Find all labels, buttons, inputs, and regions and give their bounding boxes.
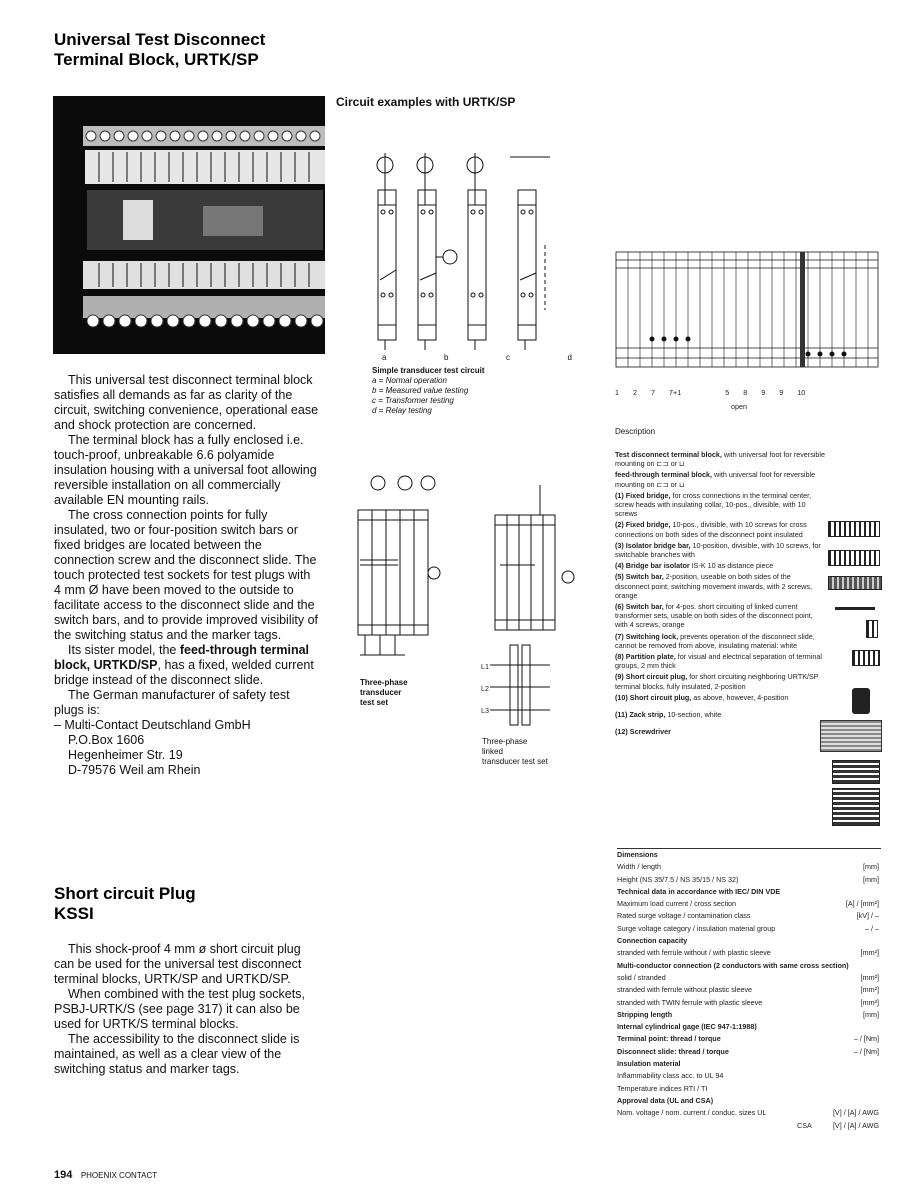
simple-caption-block xyxy=(372,366,552,416)
description-item-bold: Test disconnect terminal block, xyxy=(615,450,722,459)
brand-name: PHOENIX CONTACT xyxy=(80,1171,158,1180)
product-photo xyxy=(53,96,325,354)
description-heading: Description xyxy=(615,427,656,436)
description-item-text: 10-pos., divisible, with 10 screws for cross connections on both sides of the disconnect point insulated xyxy=(615,520,807,539)
phase-label-l1: L1 xyxy=(481,662,489,671)
spec-row xyxy=(617,1095,879,1107)
three-phase-line-1: Three-phase xyxy=(360,678,408,687)
linked-line-1: Three-phase xyxy=(482,737,528,746)
description-item-text: for 4-pos. short circuiting of linked current transformer sets, usable on both sides of the disconnect point, with 4 screws, orange xyxy=(615,602,813,630)
address-line-3: Hegenheimer Str. 19 xyxy=(68,748,183,762)
strip-bottom-numbers xyxy=(615,388,855,397)
spec-unit: [A] / [mm²] xyxy=(845,899,879,909)
bridge-bar-isolator-icon xyxy=(835,607,875,610)
label-a: a xyxy=(382,353,387,362)
three-phase-caption xyxy=(360,678,408,708)
description-item-bold: (11) Zack strip, xyxy=(615,710,666,720)
description-item-text: 10-section, white xyxy=(667,710,722,720)
kssi-title xyxy=(54,884,354,924)
spec-row xyxy=(617,1120,879,1132)
spec-unit: [mm] xyxy=(863,1009,879,1019)
description-item-text: for short circuiting neighboring URTK/SP terminal blocks, fully insulated, 2-position xyxy=(615,672,819,691)
spec-label: Surge voltage category / insulation material group xyxy=(617,923,776,933)
description-item-bold: (2) Fixed bridge, xyxy=(615,520,671,530)
spec-unit: [kV] / – xyxy=(856,911,879,921)
fixed-bridge-2-icon xyxy=(828,550,880,566)
description-item xyxy=(615,572,825,600)
description-item-bold: (3) Isolator bridge bar, xyxy=(615,540,691,550)
description-item xyxy=(615,520,825,538)
spec-unit: [mm²] xyxy=(860,972,879,982)
description-item xyxy=(615,491,825,519)
spec-row xyxy=(617,997,879,1009)
sister-pre: Its sister model, the xyxy=(68,643,180,657)
switch-bar-4-icon xyxy=(852,650,880,666)
linked-line-2: linked xyxy=(482,747,503,756)
description-item-text: 2-position, useable on both sides of the disconnect point, switching movement inwards, with 2 screws, orange xyxy=(615,572,812,600)
fixed-bridge-icon xyxy=(828,521,880,537)
paragraph-1: This universal test disconnect terminal block satisfies all demands as far as clarity of the circuit, switching convenience, operational ease and shock protection are concerned. xyxy=(54,373,319,432)
simple-circuit-diagram xyxy=(350,145,570,355)
legend-d: d = Relay testing xyxy=(372,406,432,415)
strip-num-5: 5 xyxy=(725,388,730,397)
spec-unit: [V] / [A] / AWG xyxy=(832,1120,879,1130)
description-item-bold: (6) Switch bar, xyxy=(615,602,664,612)
spec-row xyxy=(617,1009,879,1021)
description-item-bold: (10) Short circuit plug, xyxy=(615,692,692,702)
terminal-block-photo-icon xyxy=(53,96,325,354)
spec-label: Temperature indices RTI / TI xyxy=(617,1083,708,1093)
strip-num-8: 9 xyxy=(779,388,784,397)
spec-label: Inflammability class acc. to UL 94 xyxy=(617,1071,724,1081)
short-circuit-plug-2-icon xyxy=(832,760,880,784)
spec-row xyxy=(617,910,879,922)
spec-label: Connection capacity xyxy=(617,936,688,946)
description-item-bold: (8) Partition plate, xyxy=(615,652,676,662)
spec-row xyxy=(617,972,879,984)
strip-num-3: 7 xyxy=(651,388,655,397)
spec-label: Maximum load current / cross section xyxy=(617,899,737,909)
isolator-bridge-icon xyxy=(828,576,882,590)
legend-a: a = Normal operation xyxy=(372,376,447,385)
short-circuit-plug-4-icon xyxy=(832,788,880,826)
description-item-text: with universal foot for reversible mounting on ⊏⊐ or ⊔ xyxy=(615,470,816,489)
kssi-title-line-1: Short circuit Plug xyxy=(54,884,196,903)
description-item xyxy=(615,450,825,468)
sister-bold: feed-through terminal block, URTKD/SP xyxy=(54,643,310,672)
spec-row xyxy=(617,923,879,935)
strip-num-9: 10 xyxy=(797,388,806,397)
description-item xyxy=(615,710,825,719)
description-item-text: for cross connections in the terminal center, screw heads with insulating collar, 10-pos., divisible, with 10 screws xyxy=(615,490,812,519)
label-b: b xyxy=(444,353,449,362)
description-item-text: 10-position, divisible, with 10 screws, for switchable branches with xyxy=(615,540,821,560)
spec-row xyxy=(617,849,879,861)
sister-post: , has a fixed, welded current bridge instead of the disconnect slide. xyxy=(54,658,314,687)
spec-label: stranded with TWIN ferrule with plastic sleeve xyxy=(617,997,763,1007)
kssi-text xyxy=(54,942,320,1077)
page-number: 194 xyxy=(54,1169,73,1181)
spec-row xyxy=(617,1021,879,1033)
description-item-text: as above, however, 4-position xyxy=(693,692,789,702)
address-line-4: D-79576 Weil am Rhein xyxy=(68,763,201,777)
description-item-text: with universal foot for reversible mounting on ⊏⊐ or ⊔ xyxy=(615,450,825,469)
description-item xyxy=(615,632,825,650)
spec-unit: [mm] xyxy=(863,874,879,884)
spec-label: stranded with ferrule without / with plastic sleeve xyxy=(617,948,771,958)
spec-label: Technical data in accordance with IEC/ DIN VDE xyxy=(617,886,781,896)
three-phase-line-2: transducer xyxy=(360,688,402,697)
description-item xyxy=(615,470,825,488)
spec-row xyxy=(617,898,879,910)
label-c: c xyxy=(506,353,510,362)
spec-row xyxy=(617,935,879,947)
main-text xyxy=(54,373,320,778)
description-item-text: prevents operation of the disconnect slide, cannot be removed from above, insulating material: white xyxy=(615,631,815,650)
phase-label-l3: L3 xyxy=(481,706,489,715)
spec-label: Internal cylindrical gage (IEC 947-1:1988) xyxy=(617,1022,757,1032)
partition-plate-icon xyxy=(820,720,882,752)
kssi-title-line-2: KSSI xyxy=(54,904,94,923)
spec-row xyxy=(617,1033,879,1045)
strip-num-7: 9 xyxy=(761,388,766,397)
spec-row xyxy=(617,1058,879,1070)
spec-label: Height (NS 35/7.5 / NS 35/15 / NS 32) xyxy=(617,874,739,884)
kssi-paragraph-3: The accessibility to the disconnect slide is maintained, as well as a clear view of the switching status and marker tags. xyxy=(54,1032,300,1076)
spec-row xyxy=(617,984,879,996)
strip-open-label: open xyxy=(731,402,747,411)
paragraph-3: The cross connection points for fully insulated, two or four-position switch bars or fixed bridges are located between the connection screw and the disconnect slide. The touch protected test sockets for test plugs with 4 mm Ø have been moved to the outside to facilitate access to the disconnect slide and the switch bars, and to provide improved visibility of the switching status and the marker tags. xyxy=(54,508,319,642)
spec-label: Width / length xyxy=(617,862,661,872)
spec-label: Nom. voltage / nom. current / conduc. sizes UL xyxy=(617,1108,767,1118)
spec-row xyxy=(617,861,879,873)
phase-label-l2: L2 xyxy=(481,684,489,693)
description-item xyxy=(615,652,825,670)
description-item-bold: (7) Switching lock, xyxy=(615,631,679,641)
spec-unit: [mm²] xyxy=(860,985,879,995)
description-item-bold: (12) Screwdriver xyxy=(615,727,671,737)
address-line-2: P.O.Box 1606 xyxy=(68,733,145,747)
paragraph-sister xyxy=(54,643,320,688)
simple-caption: Simple transducer test circuit xyxy=(372,366,485,375)
spec-unit: [mm] xyxy=(863,862,879,872)
legend-c: c = Transformer testing xyxy=(372,396,454,405)
spec-label: Stripping length xyxy=(617,1009,673,1019)
strip-num-6: 8 xyxy=(743,388,748,397)
footer xyxy=(54,1165,157,1183)
description-item-text: IS-K 10 as distance piece xyxy=(691,561,774,571)
description-item xyxy=(615,727,825,736)
description-item-bold: feed-through terminal block, xyxy=(615,470,713,480)
title-line-1: Universal Test Disconnect xyxy=(54,30,266,49)
spec-label: stranded with ferrule without plastic sleeve xyxy=(617,985,753,995)
description-item xyxy=(615,541,825,559)
spec-label: solid / stranded xyxy=(617,972,666,982)
spec-row xyxy=(617,960,879,972)
address-line-1: – Multi-Contact Deutschland GmbH xyxy=(54,718,251,732)
spec-row xyxy=(617,886,879,898)
spec-label: Approval data (UL and CSA) xyxy=(617,1095,714,1105)
specs-table xyxy=(617,848,881,1132)
spec-row xyxy=(617,874,879,886)
spec-unit: [V] / [A] / AWG xyxy=(832,1108,879,1118)
kssi-paragraph-2: When combined with the test plug sockets, PSBJ-URTK/S (see page 317) it can also be used for URTK/S terminal blocks. xyxy=(54,987,305,1031)
description-item xyxy=(615,602,825,630)
spec-label: CSA xyxy=(797,1120,812,1130)
strip-num-4: 7+1 xyxy=(669,388,682,397)
three-phase-line-3: test set xyxy=(360,698,389,707)
spec-row xyxy=(617,947,879,959)
description-item-text: for visual and electrical separation of terminal groups, 2 mm thick xyxy=(615,652,822,671)
spec-label: Terminal point: thread / torque xyxy=(617,1034,721,1044)
paragraph-2: The terminal block has a fully enclosed i.e. touch-proof, unbreakable 6.6 polyamide insulation housing with a universal foot allowing reversible installation on all commercially available EN mounting rails. xyxy=(54,433,317,507)
spec-unit: – / [Nm] xyxy=(853,1034,879,1044)
description-item-bold: (1) Fixed bridge, xyxy=(615,490,671,500)
strip-num-2: 2 xyxy=(633,388,637,397)
spec-row xyxy=(617,1107,879,1119)
spec-row xyxy=(617,1083,879,1095)
linked-line-3: transducer test set xyxy=(482,757,548,766)
spec-unit: [mm²] xyxy=(860,997,879,1007)
title-line-2: Terminal Block, URTK/SP xyxy=(54,50,259,69)
spec-unit: [mm²] xyxy=(860,948,879,958)
switching-lock-icon xyxy=(852,688,870,714)
description-list xyxy=(615,450,825,738)
spec-label: Multi-conductor connection (2 conductors with same cross section) xyxy=(617,960,849,970)
circuit-labels xyxy=(382,353,572,363)
spec-label: Rated surge voltage / contamination class xyxy=(617,911,751,921)
linked-caption xyxy=(482,737,548,767)
page-title xyxy=(54,30,354,70)
description-item-bold: (9) Short circuit plug, xyxy=(615,672,688,682)
kssi-paragraph-1: This shock-proof 4 mm ø short circuit plug can be used for the universal test disconnect terminal blocks, URTK/SP and URTKD/SP. xyxy=(54,942,302,986)
switch-bar-icon xyxy=(866,620,878,638)
description-item xyxy=(615,693,825,702)
terminal-strip-diagram xyxy=(612,248,882,388)
description-item xyxy=(615,672,825,690)
spec-unit: – / – xyxy=(865,923,879,933)
spec-label: Disconnect slide: thread / torque xyxy=(617,1046,729,1056)
spec-row xyxy=(617,1070,879,1082)
description-item-bold: (4) Bridge bar isolator xyxy=(615,561,690,571)
description-item xyxy=(615,561,825,570)
strip-num-1: 1 xyxy=(615,388,619,397)
spec-label: Insulation material xyxy=(617,1059,681,1069)
spec-row xyxy=(617,1046,879,1058)
label-d: d xyxy=(567,353,572,362)
circuit-heading: Circuit examples with URTK/SP xyxy=(336,95,516,109)
spec-label: Dimensions xyxy=(617,850,658,859)
legend-b: b = Measured value testing xyxy=(372,386,469,395)
description-item-bold: (5) Switch bar, xyxy=(615,572,664,582)
spec-unit: – / [Nm] xyxy=(853,1046,879,1056)
manufacturer-intro: The German manufacturer of safety test plugs is: xyxy=(54,688,290,717)
